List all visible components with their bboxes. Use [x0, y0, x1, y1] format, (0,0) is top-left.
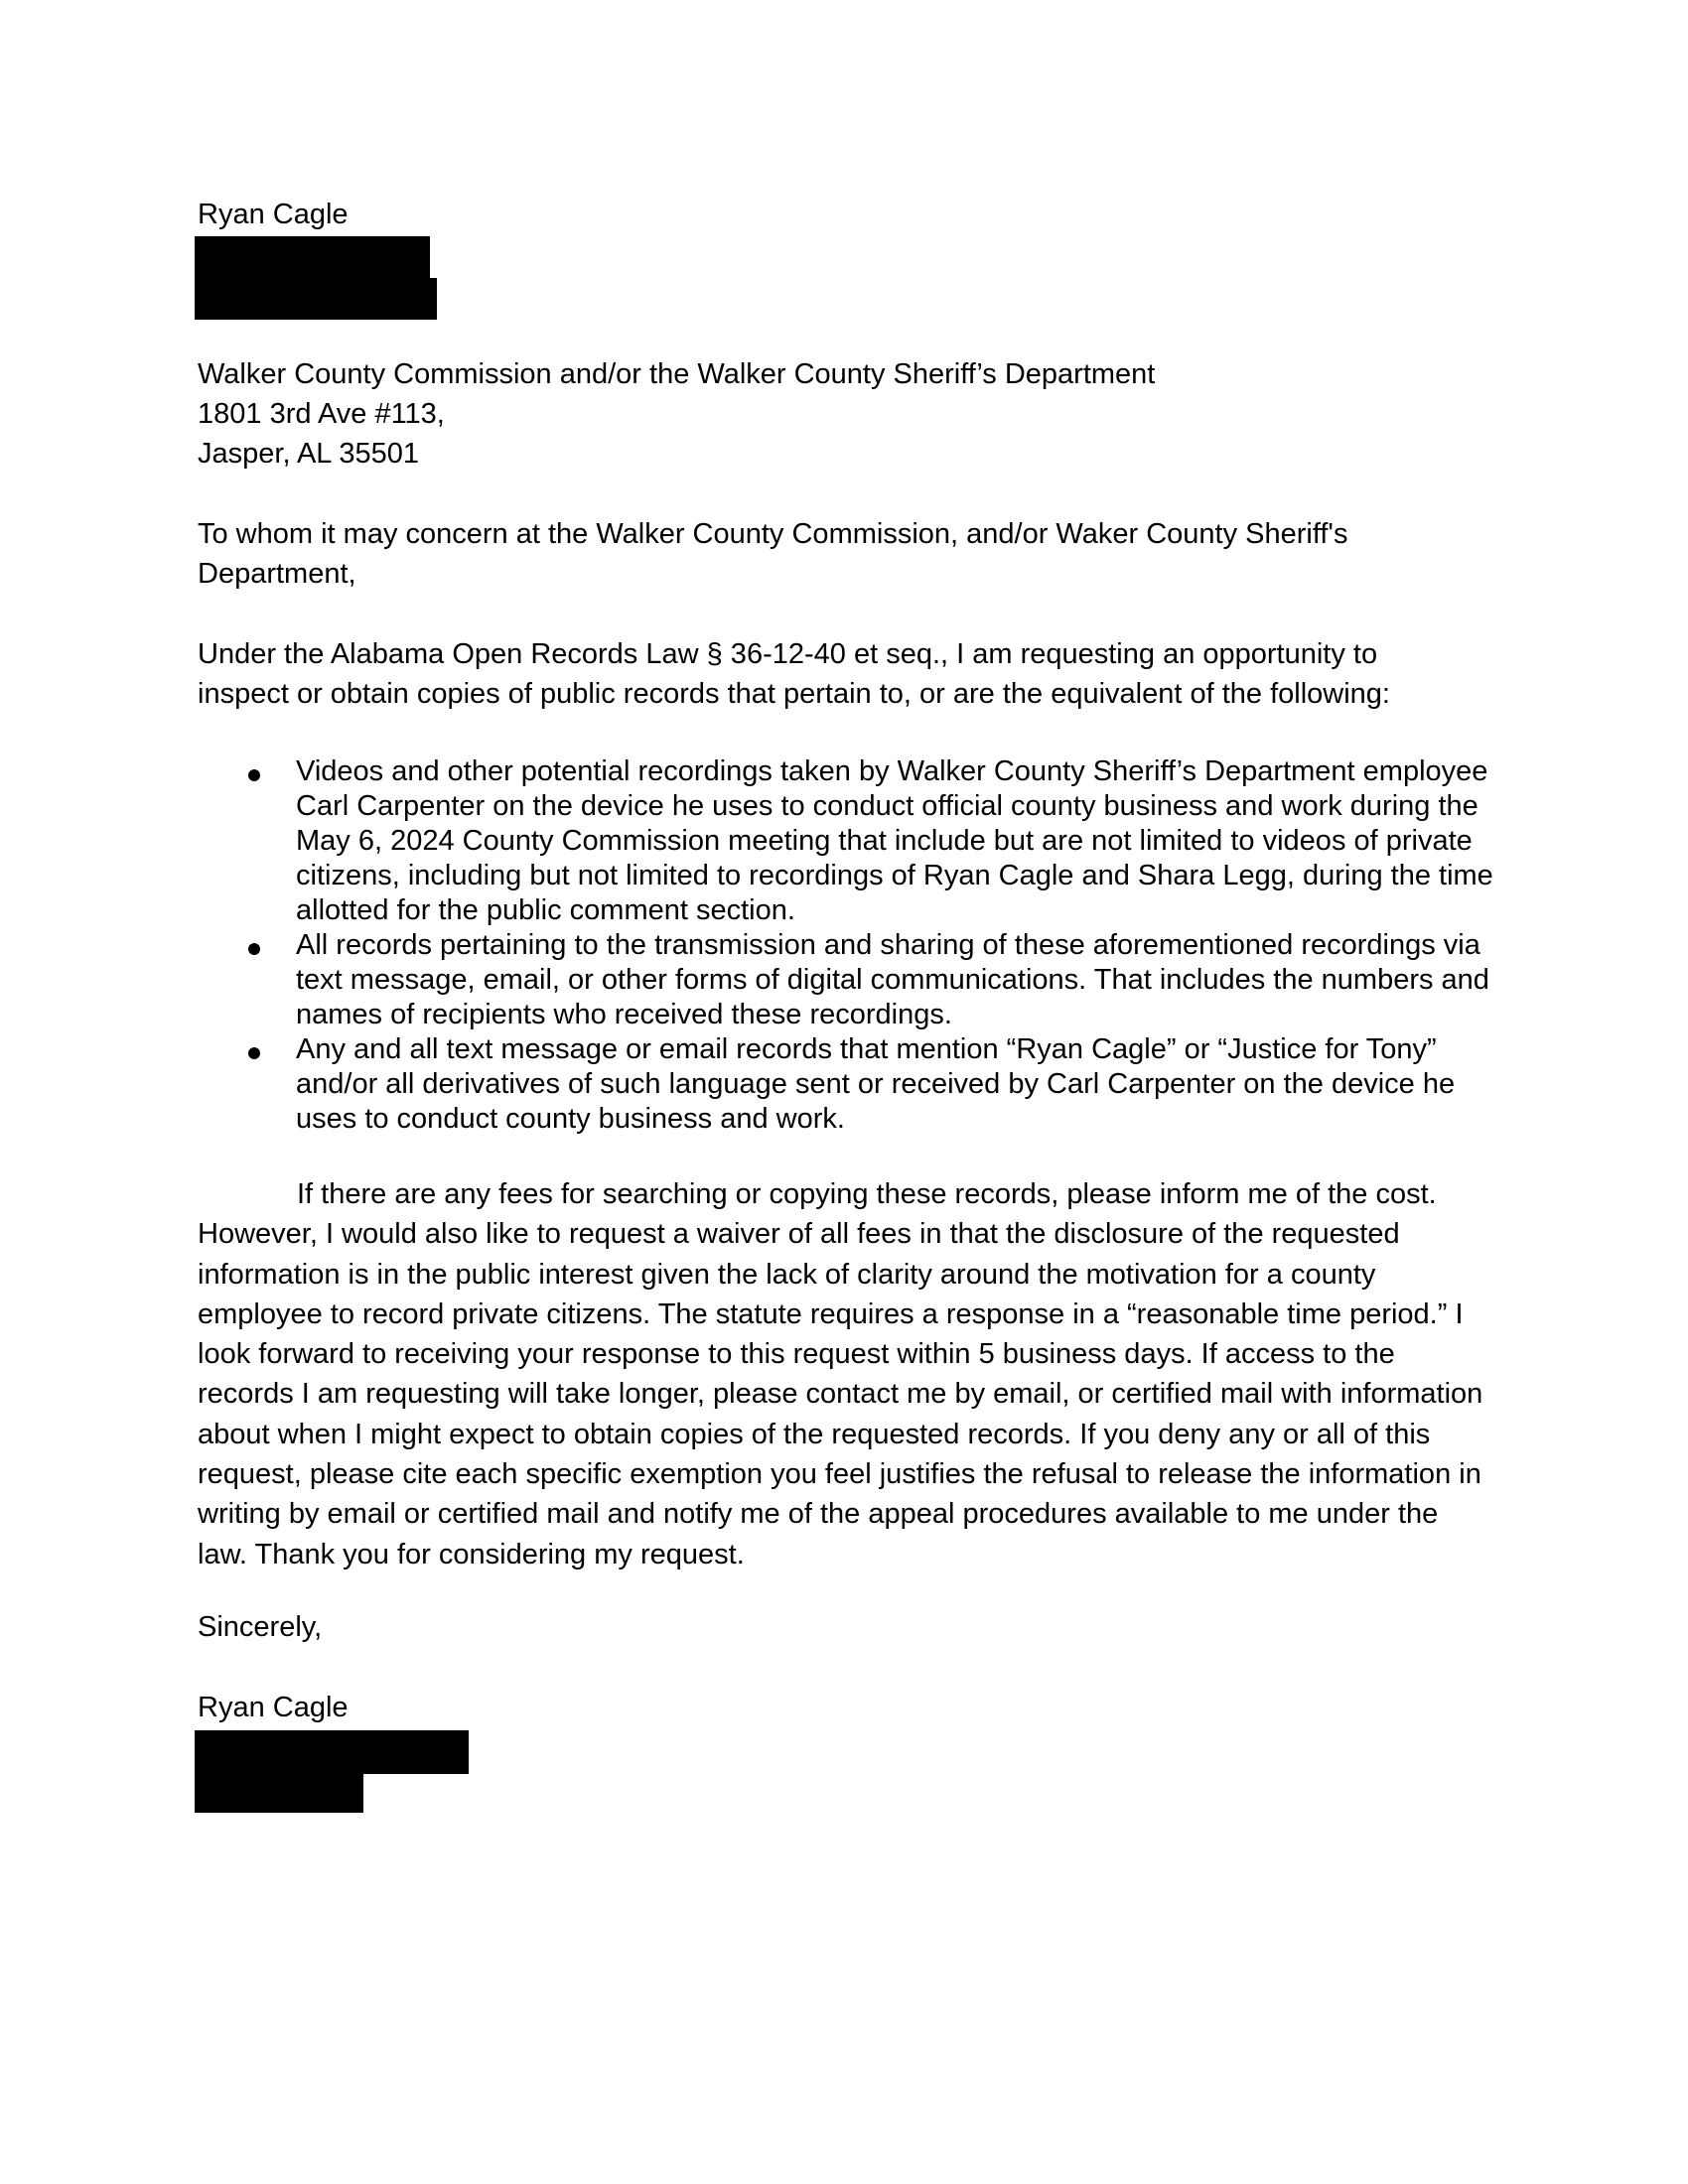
request-text: Videos and other potential recordings taken by Walker County Sheriff’s Department employee Carl Carpenter on the device he uses to conduct official county business and work during the May 6, 2024 County Commission meeting that include but are not limited to videos of private citizens, including but not limited to recordings of Ryan Cagle and Shara Legg, during the time allotted for the public comment section.	[296, 755, 1493, 926]
bullet-icon	[248, 769, 260, 781]
intro-line-1: Under the Alabama Open Records Law § 36-12-40 et seq., I am requesting an opportunity to	[198, 638, 1378, 670]
list-item	[248, 928, 1499, 1032]
request-text: All records pertaining to the transmission and sharing of these aforementioned recordings via text message, email, or other forms of digital communications. That includes the numbers and names of recipients who received these recordings.	[296, 929, 1489, 1030]
request-list	[248, 754, 1499, 1137]
signature-name: Ryan Cagle	[198, 1692, 349, 1723]
intro-line-2: inspect or obtain copies of public records that pertain to, or are the equivalent of the following:	[198, 678, 1390, 710]
salutation-line-1: To whom it may concern at the Walker County Commission, and/or Waker County Sheriff's	[198, 518, 1348, 550]
bullet-icon	[248, 1047, 260, 1059]
recipient-line-1: Walker County Commission and/or the Walker County Sheriff’s Department	[198, 358, 1156, 390]
list-item	[248, 754, 1499, 928]
request-text: Any and all text message or email records that mention “Ryan Cagle” or “Justice for Tony” and/or all derivatives of such language sent or received by Carl Carpenter on the device he uses to conduct county business and work.	[296, 1033, 1456, 1135]
closing: Sincerely,	[198, 1611, 323, 1643]
recipient-line-2: 1801 3rd Ave #113,	[198, 398, 445, 430]
salutation-line-2: Department,	[198, 558, 356, 590]
fees-paragraph: If there are any fees for searching or copying these records, please inform me of the cost. However, I would also like to request a waiver of all fees in that the disclosure of the requested information is in the public interest given the lack of clarity around the motivation for a county employee to record private citizens. The statute requires a response in a “reasonable time period.” I look forward to receiving your response to this request within 5 business days. If access to the records I am requesting will take longer, please contact me by email, or certified mail with information about when I might expect to obtain copies of the requested records. If you deny any or all of this request, please cite each specific exemption you feel justifies the refusal to release the information in writing by email or certified mail and notify me of the appeal procedures available to me under the law. Thank you for considering my request.	[198, 1178, 1483, 1570]
list-item	[248, 1032, 1499, 1137]
recipient-line-3: Jasper, AL 35501	[198, 438, 420, 470]
sender-name: Ryan Cagle	[198, 199, 349, 230]
bullet-icon	[248, 943, 260, 955]
